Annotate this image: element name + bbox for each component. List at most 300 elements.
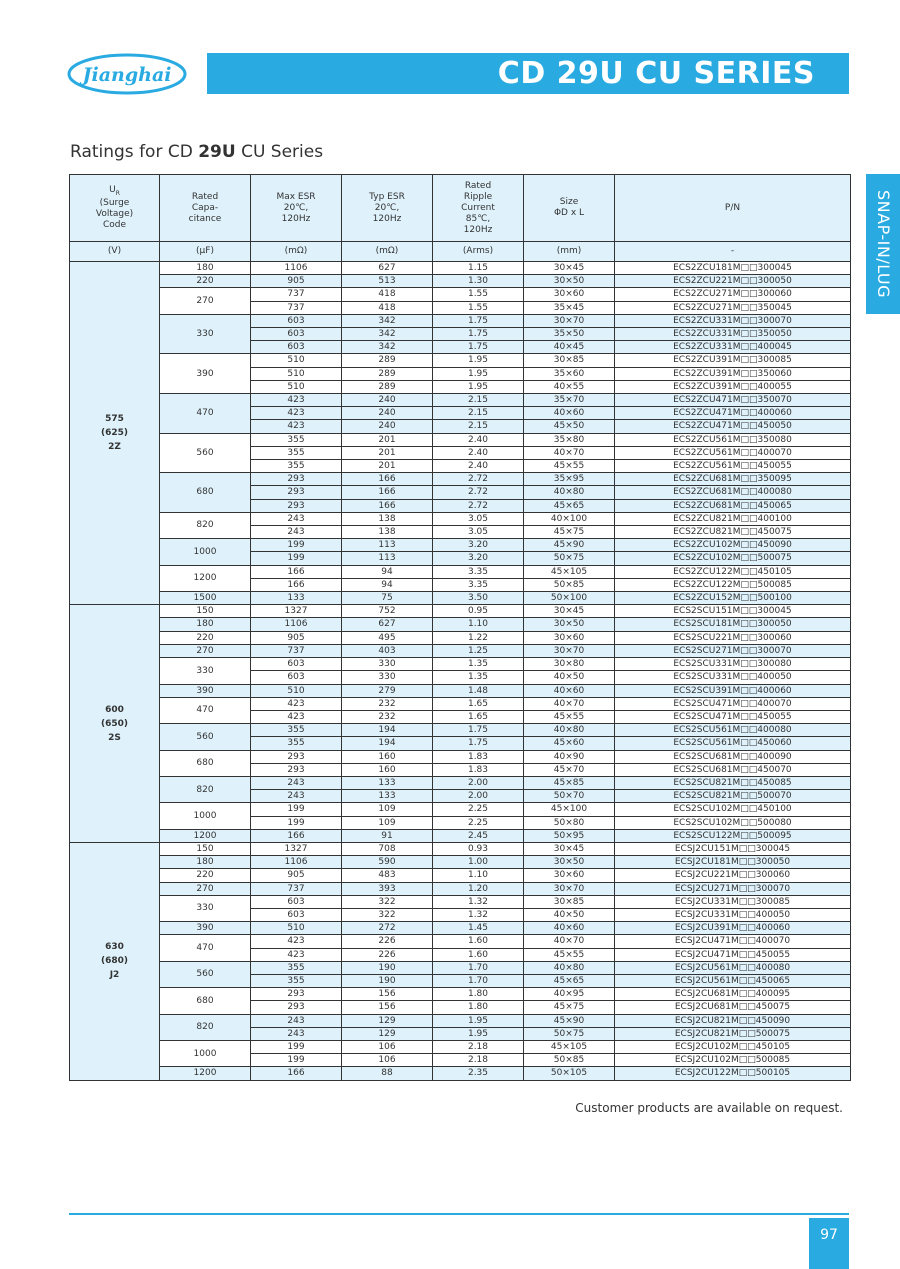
table-row bbox=[70, 697, 851, 710]
size-cell: 40×60 bbox=[524, 922, 615, 935]
typ-esr-cell: 627 bbox=[342, 262, 433, 275]
max-esr-cell: 199 bbox=[251, 552, 342, 565]
voltage-group-cell bbox=[70, 262, 160, 605]
size-cell: 40×80 bbox=[524, 724, 615, 737]
ripple-cell: 1.75 bbox=[433, 328, 524, 341]
table-row bbox=[70, 631, 851, 644]
size-cell: 40×50 bbox=[524, 908, 615, 921]
typ-esr-cell: 232 bbox=[342, 697, 433, 710]
ripple-cell: 3.05 bbox=[433, 512, 524, 525]
ripple-cell: 1.95 bbox=[433, 367, 524, 380]
unit-cell: (mΩ) bbox=[342, 242, 433, 262]
unit-cell: (V) bbox=[70, 242, 160, 262]
part-number-cell: ECS2ZCU471M□□450050 bbox=[615, 420, 851, 433]
part-number-cell: ECS2SCU821M□□500070 bbox=[615, 790, 851, 803]
ripple-cell: 2.25 bbox=[433, 816, 524, 829]
table-row bbox=[70, 750, 851, 763]
max-esr-cell: 355 bbox=[251, 961, 342, 974]
capacitance-cell: 1200 bbox=[160, 829, 251, 842]
max-esr-cell: 243 bbox=[251, 1027, 342, 1040]
max-esr-cell: 603 bbox=[251, 658, 342, 671]
max-esr-cell: 243 bbox=[251, 512, 342, 525]
capacitance-cell: 330 bbox=[160, 658, 251, 684]
typ-esr-cell: 201 bbox=[342, 433, 433, 446]
typ-esr-cell: 166 bbox=[342, 499, 433, 512]
capacitance-cell: 270 bbox=[160, 288, 251, 314]
part-number-cell: ECS2ZCU391M□□350060 bbox=[615, 367, 851, 380]
part-number-cell: ECS2SCU561M□□400080 bbox=[615, 724, 851, 737]
part-number-cell: ECSJ2CU681M□□450075 bbox=[615, 1001, 851, 1014]
typ-esr-cell: 109 bbox=[342, 816, 433, 829]
ripple-cell: 1.80 bbox=[433, 1001, 524, 1014]
max-esr-cell: 355 bbox=[251, 737, 342, 750]
voltage-voltage: 600 bbox=[105, 704, 124, 715]
typ-esr-cell: 226 bbox=[342, 935, 433, 948]
ripple-cell: 1.35 bbox=[433, 671, 524, 684]
typ-esr-cell: 342 bbox=[342, 328, 433, 341]
typ-esr-cell: 194 bbox=[342, 724, 433, 737]
ripple-cell: 1.55 bbox=[433, 288, 524, 301]
typ-esr-cell: 91 bbox=[342, 829, 433, 842]
typ-esr-cell: 495 bbox=[342, 631, 433, 644]
ripple-cell: 1.30 bbox=[433, 275, 524, 288]
capacitance-cell: 470 bbox=[160, 935, 251, 961]
part-number-cell: ECS2ZCU102M□□450090 bbox=[615, 539, 851, 552]
table-row bbox=[70, 314, 851, 327]
part-number-cell: ECSJ2CU471M□□400070 bbox=[615, 935, 851, 948]
max-esr-cell: 293 bbox=[251, 763, 342, 776]
max-esr-cell: 355 bbox=[251, 446, 342, 459]
capacitance-cell: 1500 bbox=[160, 592, 251, 605]
size-cell: 45×65 bbox=[524, 499, 615, 512]
ripple-cell: 3.35 bbox=[433, 565, 524, 578]
size-cell: 30×45 bbox=[524, 605, 615, 618]
typ-esr-cell: 156 bbox=[342, 1001, 433, 1014]
part-number-cell: ECS2ZCU821M□□400100 bbox=[615, 512, 851, 525]
table-row bbox=[70, 539, 851, 552]
size-cell: 45×90 bbox=[524, 1014, 615, 1027]
series-title: CD 29U CU SERIES bbox=[497, 56, 815, 91]
size-cell: 40×100 bbox=[524, 512, 615, 525]
max-esr-cell: 355 bbox=[251, 433, 342, 446]
part-number-cell: ECSJ2CU561M□□400080 bbox=[615, 961, 851, 974]
size-cell: 40×60 bbox=[524, 407, 615, 420]
part-number-cell: ECS2SCU181M□□300050 bbox=[615, 618, 851, 631]
col-header-size: Size ΦD x L bbox=[524, 175, 615, 242]
typ-esr-cell: 289 bbox=[342, 367, 433, 380]
max-esr-cell: 510 bbox=[251, 367, 342, 380]
table-row bbox=[70, 1067, 851, 1080]
ripple-cell: 2.72 bbox=[433, 486, 524, 499]
size-cell: 45×55 bbox=[524, 948, 615, 961]
max-esr-cell: 737 bbox=[251, 644, 342, 657]
size-cell: 35×80 bbox=[524, 433, 615, 446]
table-row bbox=[70, 869, 851, 882]
ripple-cell: 2.40 bbox=[433, 460, 524, 473]
size-cell: 45×65 bbox=[524, 974, 615, 987]
col-header-ripple: Rated Ripple Current 85℃, 120Hz bbox=[433, 175, 524, 242]
typ-esr-cell: 106 bbox=[342, 1040, 433, 1053]
max-esr-cell: 1106 bbox=[251, 856, 342, 869]
size-cell: 45×105 bbox=[524, 1040, 615, 1053]
max-esr-cell: 166 bbox=[251, 578, 342, 591]
typ-esr-cell: 483 bbox=[342, 869, 433, 882]
size-cell: 45×85 bbox=[524, 776, 615, 789]
max-esr-cell: 243 bbox=[251, 1014, 342, 1027]
part-number-cell: ECS2SCU102M□□500080 bbox=[615, 816, 851, 829]
typ-esr-cell: 194 bbox=[342, 737, 433, 750]
part-number-cell: ECS2ZCU391M□□400055 bbox=[615, 380, 851, 393]
size-cell: 40×70 bbox=[524, 935, 615, 948]
part-number-cell: ECSJ2CU331M□□400050 bbox=[615, 908, 851, 921]
part-number-cell: ECSJ2CU102M□□500085 bbox=[615, 1054, 851, 1067]
part-number-cell: ECS2SCU561M□□450060 bbox=[615, 737, 851, 750]
max-esr-cell: 423 bbox=[251, 697, 342, 710]
max-esr-cell: 355 bbox=[251, 460, 342, 473]
max-esr-cell: 199 bbox=[251, 539, 342, 552]
page-number: 97 bbox=[820, 1227, 838, 1243]
footer-line bbox=[69, 1213, 849, 1215]
side-tab bbox=[866, 174, 900, 314]
typ-esr-cell: 166 bbox=[342, 486, 433, 499]
max-esr-cell: 199 bbox=[251, 1040, 342, 1053]
size-cell: 40×45 bbox=[524, 341, 615, 354]
part-number-cell: ECSJ2CU221M□□300060 bbox=[615, 869, 851, 882]
size-cell: 45×70 bbox=[524, 763, 615, 776]
typ-esr-cell: 240 bbox=[342, 394, 433, 407]
size-cell: 30×70 bbox=[524, 314, 615, 327]
part-number-cell: ECSJ2CU122M□□500105 bbox=[615, 1067, 851, 1080]
capacitance-cell: 390 bbox=[160, 354, 251, 394]
part-number-cell: ECSJ2CU331M□□300085 bbox=[615, 895, 851, 908]
unit-cell: (Arms) bbox=[433, 242, 524, 262]
max-esr-cell: 199 bbox=[251, 816, 342, 829]
voltage-code: 2S bbox=[108, 732, 121, 743]
typ-esr-cell: 342 bbox=[342, 341, 433, 354]
typ-esr-cell: 106 bbox=[342, 1054, 433, 1067]
side-tab-label: SNAP-IN/LUG bbox=[874, 190, 893, 298]
size-cell: 45×60 bbox=[524, 737, 615, 750]
part-number-cell: ECS2SCU681M□□400090 bbox=[615, 750, 851, 763]
part-number-cell: ECS2SCU122M□□500095 bbox=[615, 829, 851, 842]
voltage-surge: (650) bbox=[100, 718, 128, 729]
part-number-cell: ECS2ZCU152M□□500100 bbox=[615, 592, 851, 605]
table-row bbox=[70, 592, 851, 605]
size-cell: 45×50 bbox=[524, 420, 615, 433]
size-cell: 50×100 bbox=[524, 592, 615, 605]
part-number-cell: ECSJ2CU561M□□450065 bbox=[615, 974, 851, 987]
table-row bbox=[70, 394, 851, 407]
ripple-cell: 1.60 bbox=[433, 948, 524, 961]
part-number-cell: ECS2ZCU391M□□300085 bbox=[615, 354, 851, 367]
ripple-cell: 1.75 bbox=[433, 314, 524, 327]
ripple-cell: 1.75 bbox=[433, 341, 524, 354]
typ-esr-cell: 232 bbox=[342, 710, 433, 723]
ratings-table bbox=[69, 174, 851, 1081]
max-esr-cell: 1327 bbox=[251, 842, 342, 855]
col-header-voltage: $U_R$ (Surge Voltage) Code bbox=[70, 175, 160, 242]
size-cell: 30×60 bbox=[524, 288, 615, 301]
typ-esr-cell: 272 bbox=[342, 922, 433, 935]
max-esr-cell: 355 bbox=[251, 724, 342, 737]
table-row bbox=[70, 803, 851, 816]
table-row bbox=[70, 354, 851, 367]
typ-esr-cell: 240 bbox=[342, 407, 433, 420]
typ-esr-cell: 190 bbox=[342, 961, 433, 974]
max-esr-cell: 423 bbox=[251, 935, 342, 948]
capacitance-cell: 820 bbox=[160, 1014, 251, 1040]
capacitance-cell: 390 bbox=[160, 922, 251, 935]
table-row bbox=[70, 935, 851, 948]
max-esr-cell: 510 bbox=[251, 684, 342, 697]
jianghai-logo bbox=[66, 52, 188, 96]
ripple-cell: 1.95 bbox=[433, 380, 524, 393]
max-esr-cell: 603 bbox=[251, 341, 342, 354]
units-row bbox=[70, 242, 851, 262]
size-cell: 50×70 bbox=[524, 790, 615, 803]
ripple-cell: 2.15 bbox=[433, 420, 524, 433]
typ-esr-cell: 113 bbox=[342, 552, 433, 565]
ripple-cell: 1.95 bbox=[433, 1014, 524, 1027]
table-row bbox=[70, 961, 851, 974]
ripple-cell: 2.18 bbox=[433, 1040, 524, 1053]
capacitance-cell: 270 bbox=[160, 882, 251, 895]
capacitance-cell: 470 bbox=[160, 394, 251, 434]
capacitance-cell: 1200 bbox=[160, 565, 251, 591]
ripple-cell: 3.05 bbox=[433, 526, 524, 539]
part-number-cell: ECS2SCU471M□□400070 bbox=[615, 697, 851, 710]
part-number-cell: ECS2SCU391M□□400060 bbox=[615, 684, 851, 697]
ripple-cell: 3.50 bbox=[433, 592, 524, 605]
max-esr-cell: 423 bbox=[251, 948, 342, 961]
typ-esr-cell: 190 bbox=[342, 974, 433, 987]
capacitance-cell: 330 bbox=[160, 314, 251, 354]
typ-esr-cell: 513 bbox=[342, 275, 433, 288]
size-cell: 35×70 bbox=[524, 394, 615, 407]
typ-esr-cell: 129 bbox=[342, 1014, 433, 1027]
max-esr-cell: 510 bbox=[251, 354, 342, 367]
size-cell: 35×60 bbox=[524, 367, 615, 380]
typ-esr-cell: 138 bbox=[342, 526, 433, 539]
ripple-cell: 2.00 bbox=[433, 776, 524, 789]
part-number-cell: ECS2ZCU221M□□300050 bbox=[615, 275, 851, 288]
table-row bbox=[70, 1040, 851, 1053]
typ-esr-cell: 590 bbox=[342, 856, 433, 869]
col-header-pn: P/N bbox=[615, 175, 851, 242]
typ-esr-cell: 322 bbox=[342, 908, 433, 921]
size-cell: 35×45 bbox=[524, 301, 615, 314]
typ-esr-cell: 403 bbox=[342, 644, 433, 657]
capacitance-cell: 560 bbox=[160, 961, 251, 987]
typ-esr-cell: 129 bbox=[342, 1027, 433, 1040]
typ-esr-cell: 289 bbox=[342, 380, 433, 393]
part-number-cell: ECSJ2CU102M□□450105 bbox=[615, 1040, 851, 1053]
ripple-cell: 2.15 bbox=[433, 394, 524, 407]
max-esr-cell: 293 bbox=[251, 473, 342, 486]
ripple-cell: 1.95 bbox=[433, 1027, 524, 1040]
size-cell: 40×80 bbox=[524, 961, 615, 974]
table-row bbox=[70, 618, 851, 631]
part-number-cell: ECS2ZCU561M□□450055 bbox=[615, 460, 851, 473]
table-row bbox=[70, 684, 851, 697]
max-esr-cell: 243 bbox=[251, 776, 342, 789]
unit-cell: - bbox=[615, 242, 851, 262]
typ-esr-cell: 289 bbox=[342, 354, 433, 367]
part-number-cell: ECS2ZCU681M□□400080 bbox=[615, 486, 851, 499]
table-row bbox=[70, 565, 851, 578]
size-cell: 30×45 bbox=[524, 842, 615, 855]
typ-esr-cell: 201 bbox=[342, 446, 433, 459]
part-number-cell: ECSJ2CU681M□□400095 bbox=[615, 988, 851, 1001]
table-row bbox=[70, 1014, 851, 1027]
table-row bbox=[70, 288, 851, 301]
typ-esr-cell: 418 bbox=[342, 301, 433, 314]
table-row bbox=[70, 473, 851, 486]
capacitance-cell: 180 bbox=[160, 856, 251, 869]
table-row bbox=[70, 922, 851, 935]
page-number-box bbox=[809, 1218, 849, 1269]
part-number-cell: ECS2ZCU821M□□450075 bbox=[615, 526, 851, 539]
col-header-max-esr: Max ESR 20℃, 120Hz bbox=[251, 175, 342, 242]
max-esr-cell: 510 bbox=[251, 380, 342, 393]
size-cell: 30×70 bbox=[524, 882, 615, 895]
max-esr-cell: 737 bbox=[251, 301, 342, 314]
size-cell: 45×75 bbox=[524, 526, 615, 539]
max-esr-cell: 293 bbox=[251, 1001, 342, 1014]
max-esr-cell: 603 bbox=[251, 328, 342, 341]
part-number-cell: ECS2ZCU471M□□350070 bbox=[615, 394, 851, 407]
max-esr-cell: 199 bbox=[251, 803, 342, 816]
size-cell: 50×75 bbox=[524, 1027, 615, 1040]
ripple-cell: 1.00 bbox=[433, 856, 524, 869]
part-number-cell: ECS2ZCU122M□□450105 bbox=[615, 565, 851, 578]
max-esr-cell: 355 bbox=[251, 974, 342, 987]
max-esr-cell: 166 bbox=[251, 565, 342, 578]
capacitance-cell: 1000 bbox=[160, 803, 251, 829]
typ-esr-cell: 226 bbox=[342, 948, 433, 961]
ripple-cell: 2.40 bbox=[433, 433, 524, 446]
ripple-cell: 1.65 bbox=[433, 710, 524, 723]
typ-esr-cell: 156 bbox=[342, 988, 433, 1001]
part-number-cell: ECS2SCU331M□□400050 bbox=[615, 671, 851, 684]
ripple-cell: 2.45 bbox=[433, 829, 524, 842]
size-cell: 30×50 bbox=[524, 618, 615, 631]
capacitance-cell: 1200 bbox=[160, 1067, 251, 1080]
table-row bbox=[70, 829, 851, 842]
ripple-cell: 1.32 bbox=[433, 895, 524, 908]
ripple-cell: 1.32 bbox=[433, 908, 524, 921]
size-cell: 30×70 bbox=[524, 644, 615, 657]
capacitance-cell: 820 bbox=[160, 776, 251, 802]
max-esr-cell: 603 bbox=[251, 314, 342, 327]
ripple-cell: 1.48 bbox=[433, 684, 524, 697]
part-number-cell: ECSJ2CU391M□□400060 bbox=[615, 922, 851, 935]
ripple-cell: 2.18 bbox=[433, 1054, 524, 1067]
col-header-capacitance: Rated Capa- citance bbox=[160, 175, 251, 242]
ripple-cell: 1.83 bbox=[433, 750, 524, 763]
size-cell: 50×75 bbox=[524, 552, 615, 565]
max-esr-cell: 166 bbox=[251, 829, 342, 842]
part-number-cell: ECSJ2CU151M□□300045 bbox=[615, 842, 851, 855]
size-cell: 50×95 bbox=[524, 829, 615, 842]
table-row bbox=[70, 842, 851, 855]
ripple-cell: 3.20 bbox=[433, 552, 524, 565]
header-row bbox=[70, 175, 851, 242]
part-number-cell: ECS2SCU102M□□450100 bbox=[615, 803, 851, 816]
part-number-cell: ECS2ZCU331M□□400045 bbox=[615, 341, 851, 354]
typ-esr-cell: 133 bbox=[342, 776, 433, 789]
table-row bbox=[70, 776, 851, 789]
part-number-cell: ECS2ZCU681M□□450065 bbox=[615, 499, 851, 512]
ripple-cell: 2.00 bbox=[433, 790, 524, 803]
ripple-cell: 0.93 bbox=[433, 842, 524, 855]
max-esr-cell: 423 bbox=[251, 394, 342, 407]
table-row bbox=[70, 856, 851, 869]
part-number-cell: ECS2SCU221M□□300060 bbox=[615, 631, 851, 644]
size-cell: 40×70 bbox=[524, 446, 615, 459]
col-header-typ-esr: Typ ESR 20℃, 120Hz bbox=[342, 175, 433, 242]
table-row bbox=[70, 262, 851, 275]
part-number-cell: ECS2SCU271M□□300070 bbox=[615, 644, 851, 657]
capacitance-cell: 560 bbox=[160, 724, 251, 750]
table-row bbox=[70, 724, 851, 737]
ripple-cell: 0.95 bbox=[433, 605, 524, 618]
ripple-cell: 2.25 bbox=[433, 803, 524, 816]
max-esr-cell: 905 bbox=[251, 631, 342, 644]
typ-esr-cell: 752 bbox=[342, 605, 433, 618]
capacitance-cell: 680 bbox=[160, 750, 251, 776]
typ-esr-cell: 133 bbox=[342, 790, 433, 803]
size-cell: 40×70 bbox=[524, 697, 615, 710]
size-cell: 50×85 bbox=[524, 578, 615, 591]
size-cell: 40×60 bbox=[524, 684, 615, 697]
capacitance-cell: 330 bbox=[160, 895, 251, 921]
capacitance-cell: 560 bbox=[160, 433, 251, 473]
table-body bbox=[70, 262, 851, 1081]
ripple-cell: 1.55 bbox=[433, 301, 524, 314]
size-cell: 40×90 bbox=[524, 750, 615, 763]
part-number-cell: ECS2ZCU122M□□500085 bbox=[615, 578, 851, 591]
ripple-cell: 2.72 bbox=[433, 473, 524, 486]
capacitance-cell: 680 bbox=[160, 988, 251, 1014]
capacitance-cell: 150 bbox=[160, 842, 251, 855]
max-esr-cell: 1106 bbox=[251, 262, 342, 275]
size-cell: 30×50 bbox=[524, 856, 615, 869]
part-number-cell: ECSJ2CU821M□□500075 bbox=[615, 1027, 851, 1040]
size-cell: 40×95 bbox=[524, 988, 615, 1001]
ripple-cell: 1.83 bbox=[433, 763, 524, 776]
ripple-cell: 1.45 bbox=[433, 922, 524, 935]
size-cell: 40×55 bbox=[524, 380, 615, 393]
typ-esr-cell: 94 bbox=[342, 565, 433, 578]
max-esr-cell: 603 bbox=[251, 908, 342, 921]
typ-esr-cell: 418 bbox=[342, 288, 433, 301]
voltage-surge: (625) bbox=[100, 428, 128, 439]
part-number-cell: ECS2ZCU561M□□350080 bbox=[615, 433, 851, 446]
max-esr-cell: 603 bbox=[251, 895, 342, 908]
ripple-cell: 3.35 bbox=[433, 578, 524, 591]
part-number-cell: ECS2ZCU271M□□350045 bbox=[615, 301, 851, 314]
size-cell: 30×60 bbox=[524, 869, 615, 882]
ripple-cell: 1.22 bbox=[433, 631, 524, 644]
part-number-cell: ECS2SCU331M□□300080 bbox=[615, 658, 851, 671]
table-row bbox=[70, 658, 851, 671]
typ-esr-cell: 342 bbox=[342, 314, 433, 327]
size-cell: 30×80 bbox=[524, 658, 615, 671]
voltage-code: 2Z bbox=[108, 442, 121, 453]
size-cell: 30×50 bbox=[524, 275, 615, 288]
max-esr-cell: 293 bbox=[251, 486, 342, 499]
